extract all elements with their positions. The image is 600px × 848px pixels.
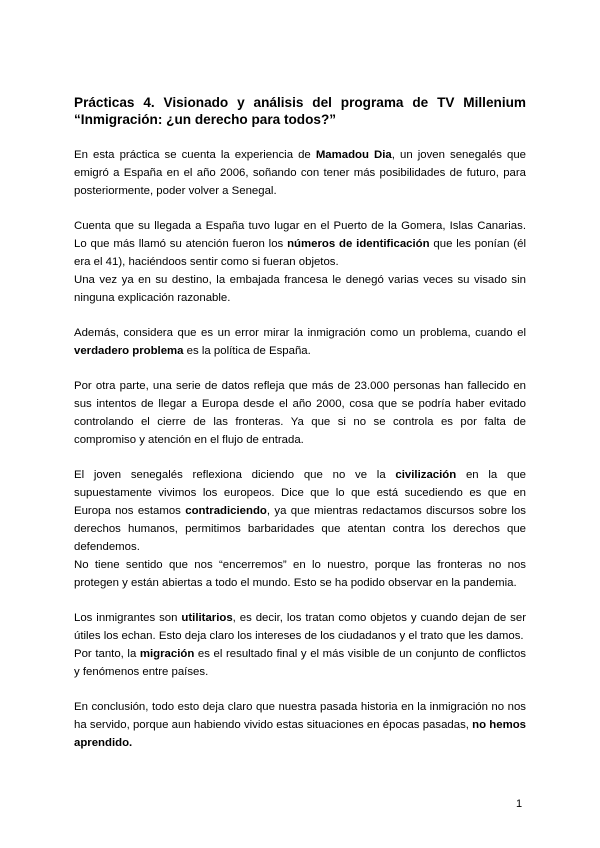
bold-civilization: civilización bbox=[395, 469, 457, 481]
paragraph-text: Por otra parte, una serie de datos refleja que más de 23.000 personas han fallecido en sus intentos de llegar a Europa desde el año 2000, cosa que se podría haber evitado controlando el cierre de las fronteras. Ya que si no se controla es por falta de compromiso y atención en el flujo de entrada. bbox=[74, 380, 526, 446]
paragraph-text: Cuenta que su llegada a España tuvo lugar en el Puerto de la Gomera, Islas Canarias. Lo que más llamó su atención fueron los bbox=[74, 220, 526, 250]
bold-real-problem: verdadero problema bbox=[74, 345, 184, 357]
paragraph-text: No tiene sentido que nos “encerremos” en lo nuestro, porque las fronteras no nos protegen y están abiertas a todo el mundo. Esto se ha podido observar en la pandemia. bbox=[74, 559, 526, 589]
paragraph-text: En esta práctica se cuenta la experiencia de bbox=[74, 149, 316, 161]
bold-not-learned: no hemos aprendido. bbox=[74, 719, 526, 749]
paragraph-civilization bbox=[74, 466, 526, 556]
paragraph-text: Una vez ya en su destino, la embajada francesa le denegó varias veces su visado sin ninguna explicación razonable. bbox=[74, 274, 526, 304]
bold-migration: migración bbox=[139, 648, 195, 660]
paragraph-text: , es decir, los tratan como objetos y cuando dejan de ser útiles los echan. Esto deja claro los intereses de los ciudadanos y el trato que les damos. bbox=[74, 612, 527, 642]
paragraph-text: en la que supuestamente vivimos los europeos. Dice que lo que está sucediendo es que en Europa nos estamos bbox=[74, 469, 526, 517]
bold-identification-numbers: números de identificación bbox=[287, 238, 430, 250]
bold-name-mamadou-dia: Mamadou Dia bbox=[315, 149, 392, 161]
paragraph-text: , ya que mientras redactamos discursos sobre los derechos humanos, permitimos barbaridades que atentan contra los derechos que defendemos. bbox=[74, 505, 526, 553]
paragraph-conclusion bbox=[74, 698, 526, 752]
paragraph-text: Además, considera que es un error mirar la inmigración como un problema, cuando el bbox=[74, 327, 526, 339]
paragraph-text: es la política de España. bbox=[183, 345, 311, 357]
paragraph-real-problem bbox=[74, 324, 526, 360]
paragraph-text: que les ponían (él era el 41), haciéndoos sentir como si fueran objetos. bbox=[74, 238, 526, 268]
bold-contradicting: contradiciendo bbox=[185, 505, 267, 517]
paragraph-text: Por tanto, la bbox=[74, 648, 140, 660]
paragraph-intro bbox=[74, 146, 526, 200]
paragraph-text: Los inmigrantes son bbox=[74, 612, 182, 624]
document-body bbox=[74, 146, 526, 769]
paragraph-text: , un joven senegalés que emigró a España en el año 2006, soñando con tener más posibilidades de futuro, para posteriormente, poder volver a Senegal. bbox=[74, 149, 526, 197]
paragraph-data bbox=[74, 377, 526, 449]
paragraph-arrival bbox=[74, 217, 526, 271]
paragraph-utilitarian bbox=[74, 609, 526, 645]
document-title: Prácticas 4. Visionado y análisis del programa de TV Millenium “Inmigración: ¿un derecho para todos?” bbox=[74, 95, 526, 127]
paragraph-text: En conclusión, todo esto deja claro que nuestra pasada historia en la inmigración no nos ha servido, porque aun habiendo vivido estas situaciones en épocas pasadas, bbox=[74, 701, 526, 731]
paragraph-text: es el resultado final y el más visible de un conjunto de conflictos y fenómenos entre países. bbox=[74, 648, 526, 678]
bold-utilitarian: utilitarios bbox=[181, 612, 233, 624]
paragraph-text: El joven senegalés reflexiona diciendo que no ve la bbox=[74, 469, 396, 481]
paragraph-migration bbox=[74, 645, 526, 681]
page-number: 1 bbox=[516, 798, 523, 810]
paragraph-borders bbox=[74, 556, 526, 592]
paragraph-visa bbox=[74, 271, 526, 307]
